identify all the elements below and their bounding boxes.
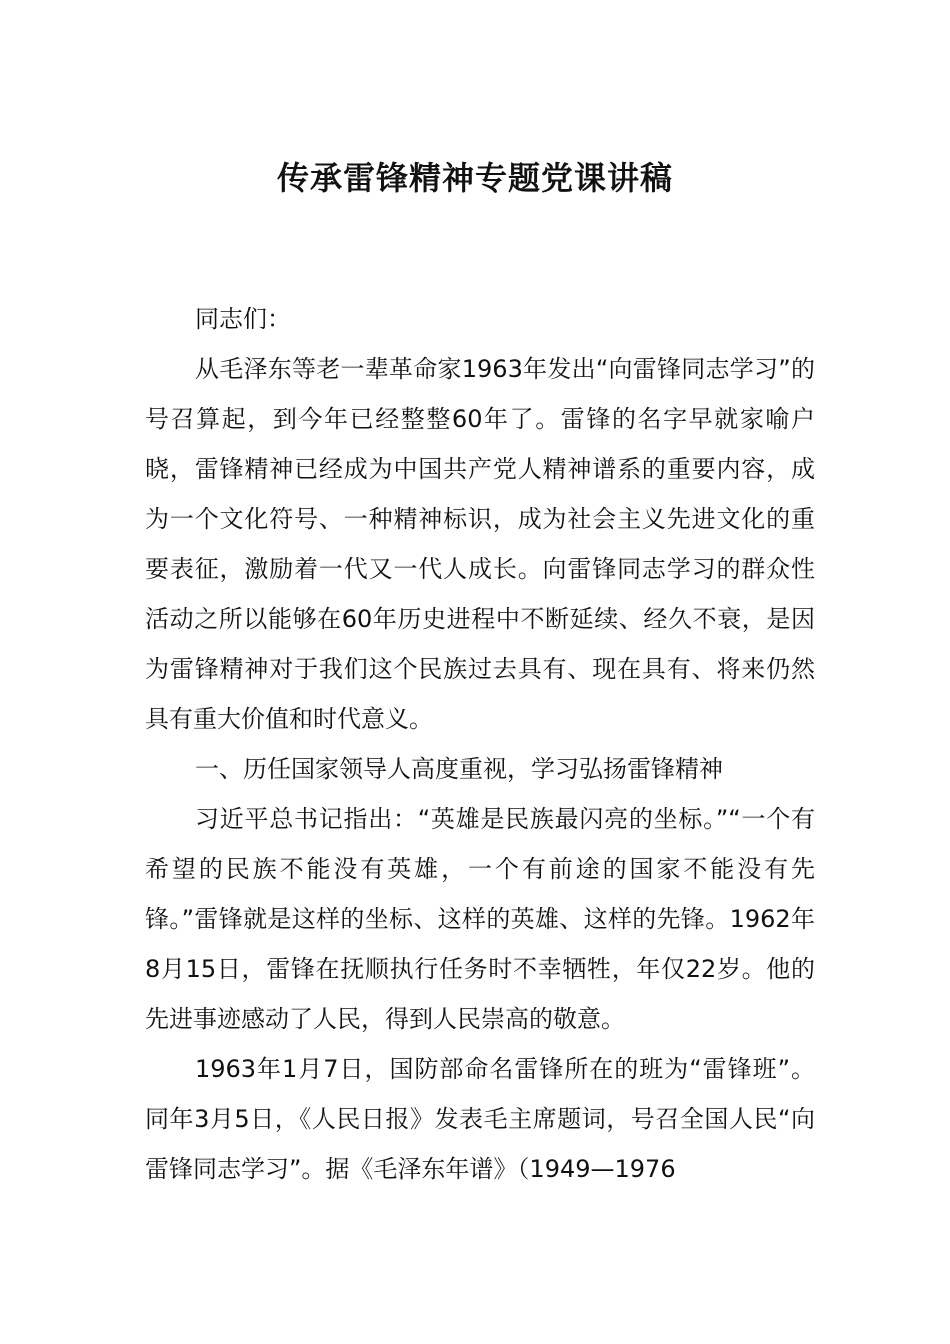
document-body	[145, 294, 815, 1194]
salutation: 同志们：	[195, 305, 291, 333]
intro-paragraph: 从毛泽东等老一辈革命家1963年发出“向雷锋同志学习”的号召算起，到今年已经整整60年了。雷锋的名字早就家喻户晓，雷锋精神已经成为中国共产党人精神谱系的重要内容，成为一个文化符号、一种精神标识，成为社会主义先进文化的重要表征，激励着一代又一代人成长。向雷锋同志学习的群众性活动之所以能够在60年历史进程中不断延续、经久不衰，是因为雷锋精神对于我们这个民族过去具有、现在具有、将来仍然具有重大价值和时代意义。	[145, 355, 815, 733]
section-heading: 一、历任国家领导人高度重视，学习弘扬雷锋精神	[195, 755, 723, 783]
section-paragraph-2: 1963年1月7日，国防部命名雷锋所在的班为“雷锋班”。同年3月5日，《人民日报》发表毛主席题词，号召全国人民“向雷锋同志学习”。据《毛泽东年谱》（1949—1976	[145, 1055, 815, 1183]
document-title: 传承雷锋精神专题党课讲稿	[276, 159, 673, 197]
section-paragraph-1: 习近平总书记指出：“英雄是民族最闪亮的坐标。”“一个有希望的民族不能没有英雄，一个有前途的国家不能没有先锋。”雷锋就是这样的坐标、这样的英雄、这样的先锋。1962年8月15日，雷锋在抚顺执行任务时不幸牺牲，年仅22岁。他的先进事迹感动了人民，得到人民崇高的敬意。	[145, 805, 815, 1033]
